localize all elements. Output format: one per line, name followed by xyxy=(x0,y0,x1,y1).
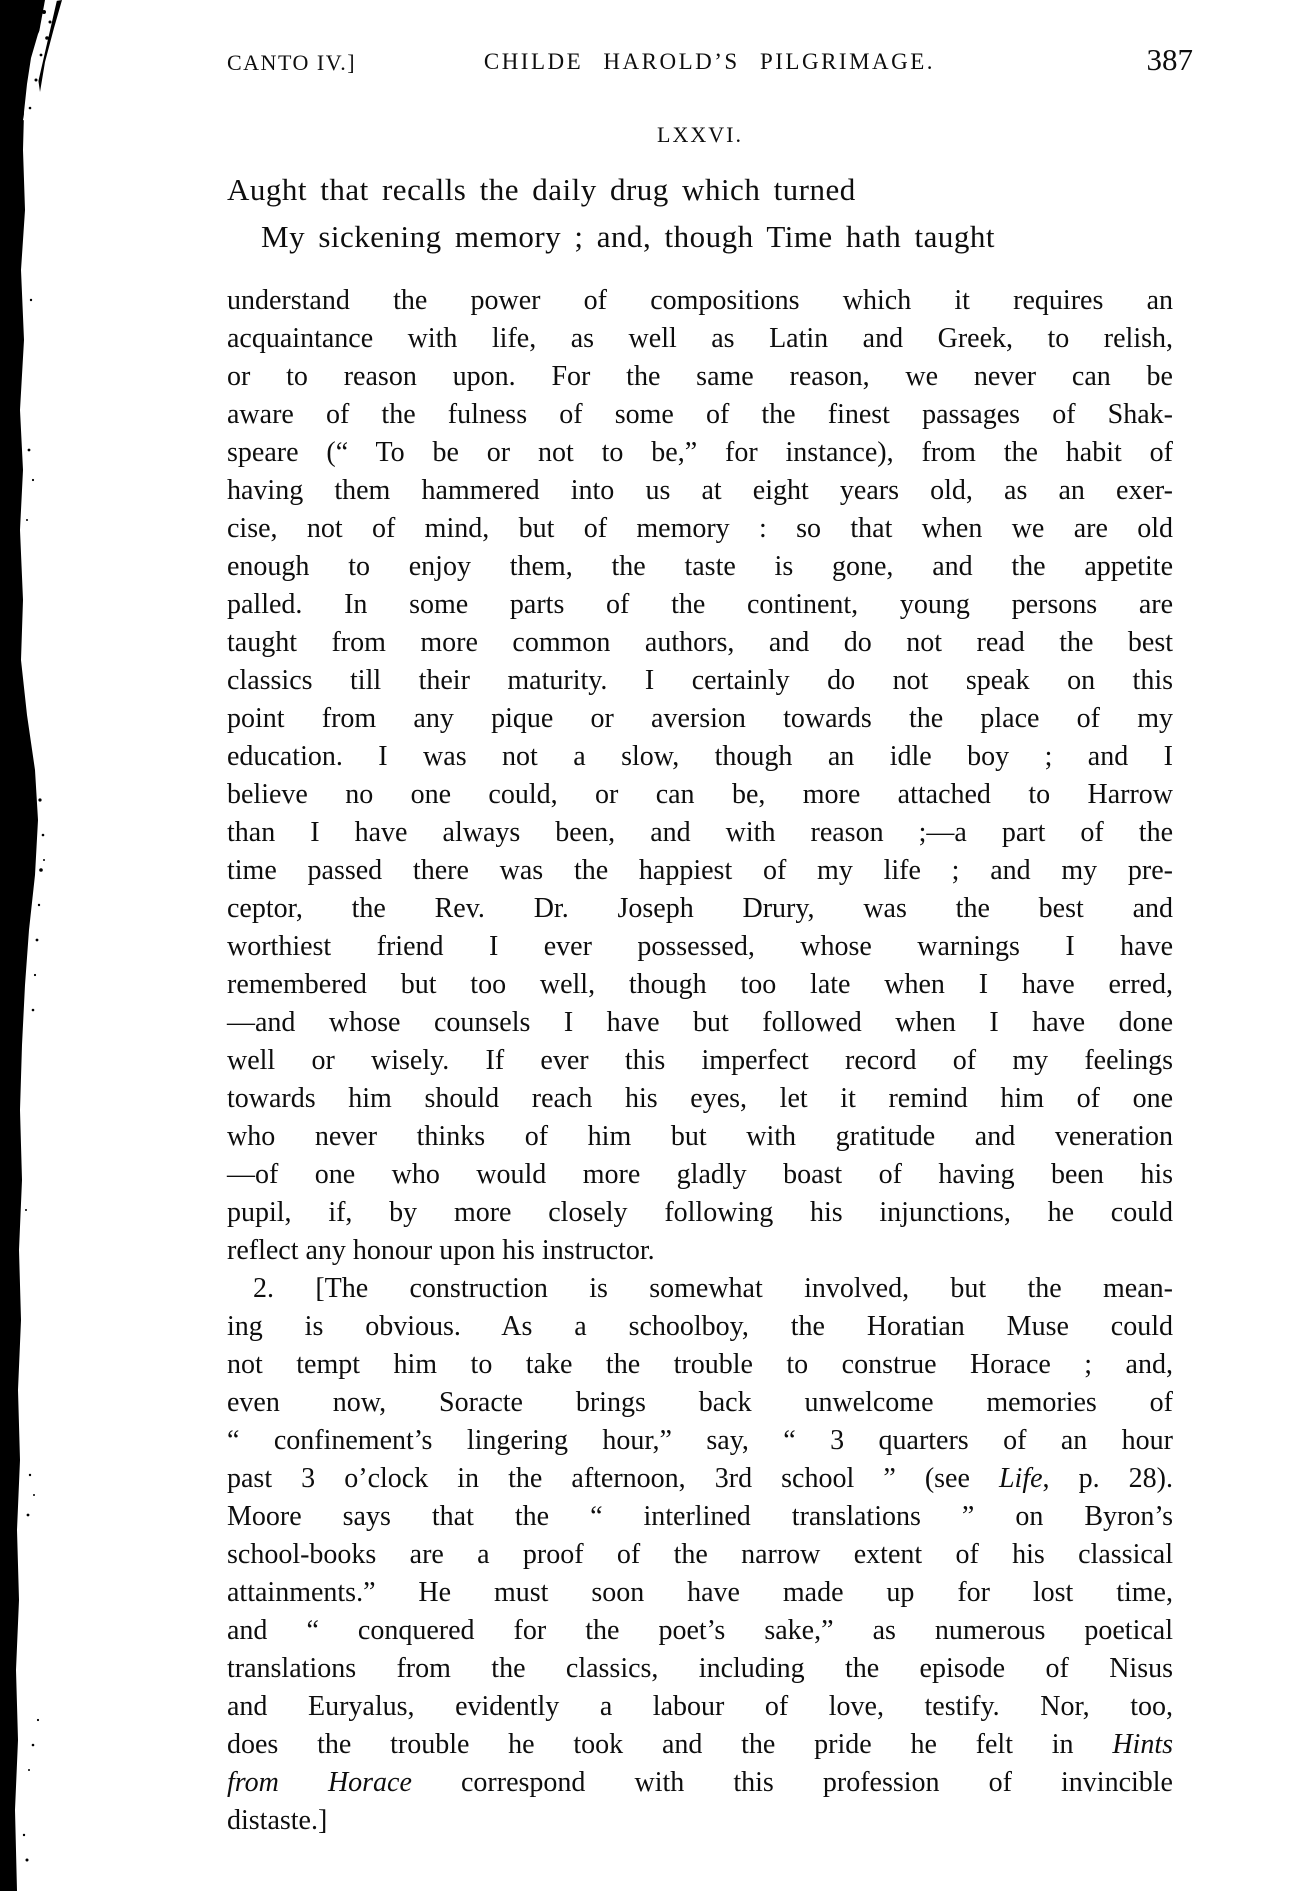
footnote-line: —and whose counsels I have but followed when I have done xyxy=(227,1007,1173,1038)
footnote-line: and Euryalus, evidently a labour of love, testify. Nor, too, xyxy=(227,1691,1173,1722)
verse-line: My sickening memory ; and, though Time hath taught xyxy=(261,219,996,254)
verse-line: Aught that recalls the daily drug which turned xyxy=(227,172,856,207)
running-header xyxy=(227,42,1193,78)
footnote-line: education. I was not a slow, though an idle boy ; and I xyxy=(227,741,1173,772)
footnote-block xyxy=(227,282,1173,1840)
footnote-line: ceptor, the Rev. Dr. Joseph Drury, was the best and xyxy=(227,893,1173,924)
footnote-line: remembered but too well, though too late when I have erred, xyxy=(227,969,1173,1000)
footnote-line: or to reason upon. For the same reason, we never can be xyxy=(227,361,1173,392)
footnote-line: 2. [The construction is somewhat involved, but the mean- xyxy=(253,1273,1173,1304)
page-number: 387 xyxy=(1146,42,1193,77)
footnote-line: pupil, if, by more closely following his injunctions, he could xyxy=(227,1197,1173,1228)
footnote-line: distaste.] xyxy=(227,1805,328,1836)
footnote-line: having them hammered into us at eight years old, as an exer- xyxy=(227,475,1173,506)
footnote-line: worthiest friend I ever possessed, whose warnings I have xyxy=(227,931,1173,962)
footnote-paragraph xyxy=(227,282,1173,1270)
footnote-line: cise, not of mind, but of memory : so that when we are old xyxy=(227,513,1173,544)
footnote-line: classics till their maturity. I certainly do not speak on this xyxy=(227,665,1173,696)
footnote-line: even now, Soracte brings back unwelcome memories of xyxy=(227,1387,1173,1418)
footnote-line: well or wisely. If ever this imperfect record of my feelings xyxy=(227,1045,1173,1076)
footnote-line: taught from more common authors, and do not read the best xyxy=(227,627,1173,658)
footnote-line: from Horace correspond with this profession of invincible xyxy=(227,1767,1173,1798)
verse-block xyxy=(227,166,1173,260)
footnote-line: aware of the fulness of some of the finest passages of Shak- xyxy=(227,399,1173,430)
footnote-line: ing is obvious. As a schoolboy, the Horatian Muse could xyxy=(227,1311,1173,1342)
footnote-line: palled. In some parts of the continent, young persons are xyxy=(227,589,1173,620)
footnote-line: acquaintance with life, as well as Latin and Greek, to relish, xyxy=(227,323,1173,354)
footnote-line: time passed there was the happiest of my life ; and my pre- xyxy=(227,855,1173,886)
footnote-line: attainments.” He must soon have made up for lost time, xyxy=(227,1577,1173,1608)
footnote-line: —of one who would more gladly boast of having been his xyxy=(227,1159,1173,1190)
footnote-line: and “ conquered for the poet’s sake,” as numerous poetical xyxy=(227,1615,1173,1646)
footnote-line: does the trouble he took and the pride he felt in Hints xyxy=(227,1729,1173,1760)
scan-binding-edge xyxy=(0,0,70,1891)
footnote-line: past 3 o’clock in the afternoon, 3rd school ” (see Life, p. 28). xyxy=(227,1463,1173,1494)
footnote-line: who never thinks of him but with gratitude and veneration xyxy=(227,1121,1173,1152)
stanza-numeral: LXXVI. xyxy=(657,122,743,147)
canto-label: CANTO IV.] xyxy=(227,50,357,75)
footnote-line: school-books are a proof of the narrow extent of his classical xyxy=(227,1539,1173,1570)
footnote-line: Moore says that the “ interlined translations ” on Byron’s xyxy=(227,1501,1173,1532)
footnote-line: understand the power of compositions which it requires an xyxy=(227,285,1173,316)
footnote-line: speare (“ To be or not to be,” for instance), from the habit of xyxy=(227,437,1173,468)
footnote-line: enough to enjoy them, the taste is gone, and the appetite xyxy=(227,551,1173,582)
footnote-line: than I have always been, and with reason ;—a part of the xyxy=(227,817,1173,848)
book-title: CHILDE HAROLD’S PILGRIMAGE. xyxy=(483,49,936,74)
footnote-line: “ confinement’s lingering hour,” say, “ 3 quarters of an hour xyxy=(227,1425,1173,1456)
footnote-line: believe no one could, or can be, more attached to Harrow xyxy=(227,779,1173,810)
footnote-line: point from any pique or aversion towards the place of my xyxy=(227,703,1173,734)
footnote-line: not tempt him to take the trouble to construe Horace ; and, xyxy=(227,1349,1173,1380)
footnote-line: reflect any honour upon his instructor. xyxy=(227,1235,655,1266)
page-content xyxy=(227,42,1193,1840)
footnote-line: translations from the classics, including the episode of Nisus xyxy=(227,1653,1173,1684)
footnote-line: towards him should reach his eyes, let it remind him of one xyxy=(227,1083,1173,1114)
footnote-paragraph xyxy=(227,1270,1173,1840)
